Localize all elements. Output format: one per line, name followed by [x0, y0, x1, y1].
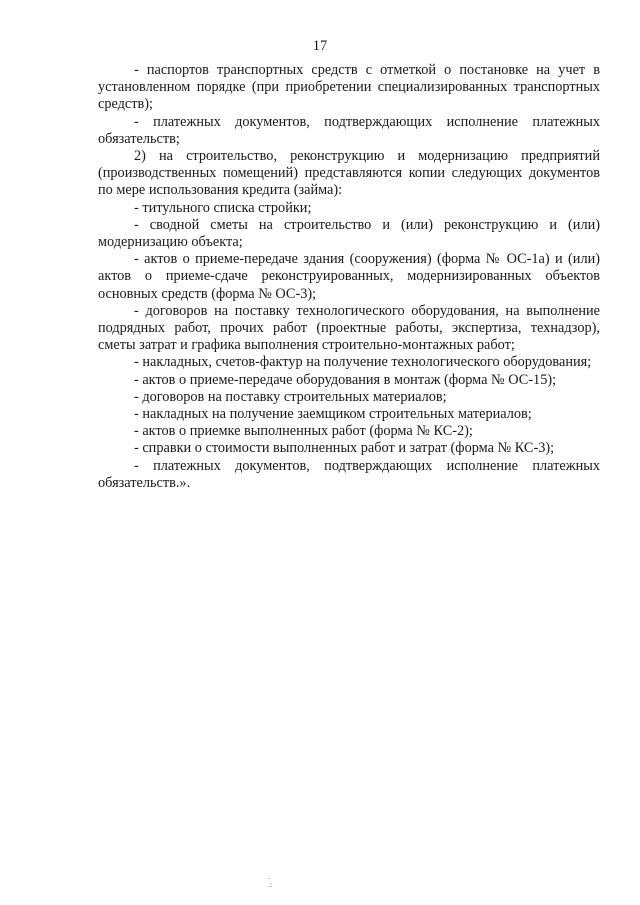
list-item: - договоров на поставку строительных материалов; — [134, 388, 447, 405]
list-item: - титульного списка стройки; — [134, 199, 312, 216]
page-number: 17 — [312, 38, 328, 54]
list-item: - паспортов транспортных средств с отметкой о постановке на учет в установленном порядке (при приобретении специализированных транспортных средств); — [98, 62, 600, 113]
list-item: - актов о приемке выполненных работ (форма № КС-2); — [134, 423, 473, 440]
scan-mark: . .: — [268, 872, 273, 889]
list-item: - справки о стоимости выполненных работ и затрат (форма № КС-3); — [134, 440, 555, 457]
list-item: - сводной сметы на строительство и (или) реконструкцию и (или) модернизацию объекта; — [98, 216, 600, 251]
list-item: - актов о приеме-передаче оборудования в монтаж (форма № ОС-15); — [134, 371, 557, 388]
list-item: - платежных документов, подтверждающих исполнение платежных обязательств.». — [98, 457, 600, 491]
list-item: - накладных, счетов-фактур на получение технологического оборудования; — [134, 354, 592, 371]
list-item: - платежных документов, подтверждающих исполнение платежных обязательств; — [98, 113, 600, 147]
list-item: - накладных на получение заемщиком строительных материалов; — [134, 406, 532, 423]
list-item: - актов о приеме-передаче здания (сооружения) (форма № ОС-1а) и (или) актов о приеме-сдаче реконструированных, модернизированных объектов основных средств (форма № ОС-3); — [98, 251, 600, 302]
list-item: - договоров на поставку технологического оборудования, на выполнение подрядных работ, прочих работ (проектные работы, экспертиза, технадзор), сметы затрат и графика выполнения строительно-монтажных работ; — [98, 302, 600, 354]
section-paragraph: 2) на строительство, реконструкцию и модернизацию предприятий (производственных помещений) представляются копии следующих документов по мере использования кредита (займа): — [98, 148, 600, 199]
document-body — [98, 62, 600, 492]
